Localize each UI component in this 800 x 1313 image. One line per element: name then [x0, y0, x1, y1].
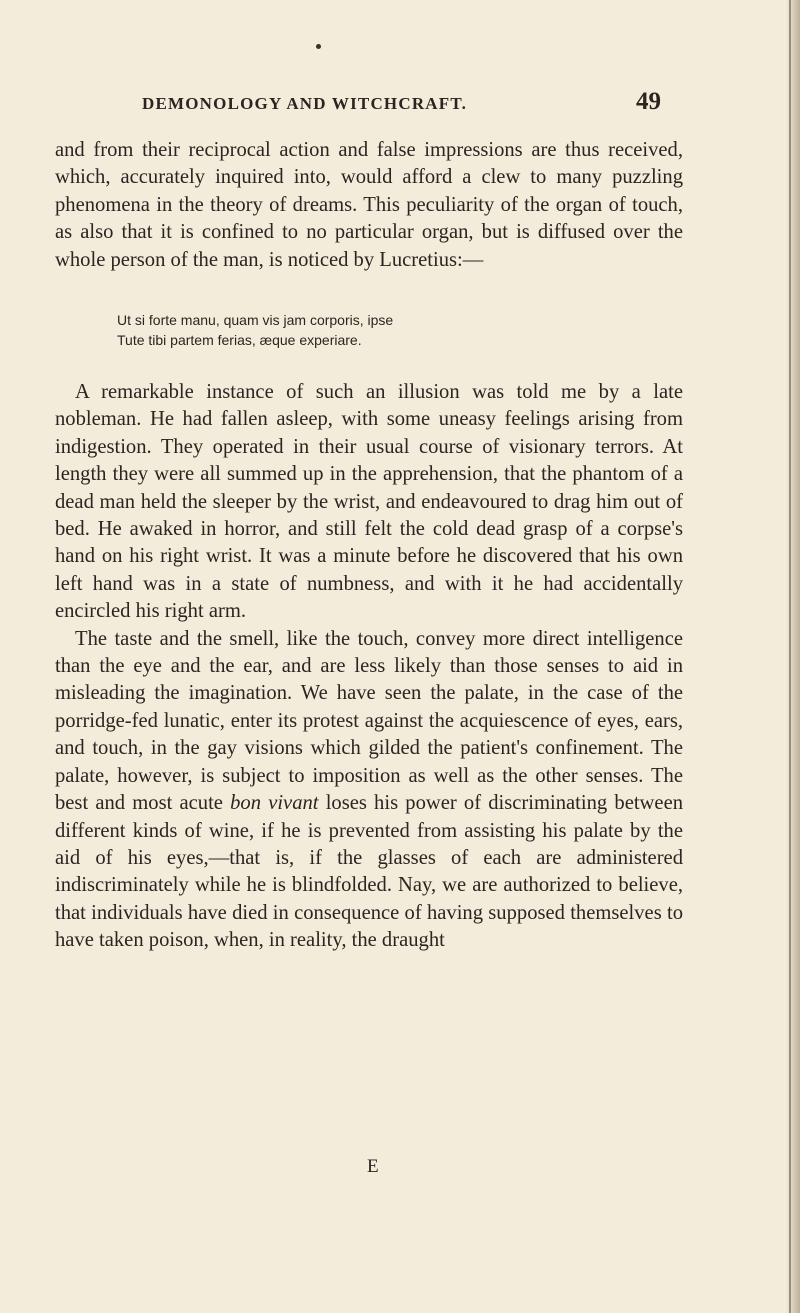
paragraph-3-text — [55, 626, 683, 955]
paragraph-1-text: and from their reciprocal action and false impressions are thus received, which, accurately inquired into, would afford a clew to many puzzling phenomena in the theory of dreams. This peculiarity of the organ of touch, as also that it is confined to no particular organ, but is diffused over the whole person of the man, is noticed by Lucretius:— — [55, 139, 683, 271]
paragraph-3-italic: bon vivant — [230, 792, 319, 815]
paragraph-3-start: The taste and the smell, like the touch, convey more direct intelligence than the eye and the ear, and are less likely than those senses to aid in misleading the imagination. We have seen the palate, in the case of the porridge-fed lunatic, enter its protest against the acquiescence of eyes, ears, and touch, in the gay visions which gilded the patient's confinement. The palate, however, is subject to imposition as well as the other senses. The best and most acute — [55, 627, 683, 815]
paragraph-2-text: A remarkable instance of such an illusion was told me by a late nobleman. He had fallen asleep, with some uneasy feelings arising from indigestion. They operated in their usual course of visionary terrors. At length they were all summed up in the apprehension, that the phantom of a dead man held the sleeper by the wrist, and endeavoured to drag him out of bed. He awaked in horror, and still felt the cold dead grasp of a corpse's hand on his right wrist. It was a minute before he discovered that his own left hand was in a state of numbness, and with it he had accidentally encircled his right arm. — [55, 381, 683, 623]
quote-line-2: Tute tibi partem ferias, æque experiare. — [117, 332, 362, 348]
latin-quotation — [117, 310, 637, 350]
running-title: DEMONOLOGY AND WITCHCRAFT. — [142, 94, 468, 113]
paragraph-3-end: loses his power of discriminating between different kinds of wine, if he is prevented from assisting his palate by the aid of his eyes,—that is, if the glasses of each are administered indiscriminately while he is blindfolded. Nay, we are authorized to believe, that individuals have died in consequence of having supposed themselves to have taken poison, when, in reality, the draught — [55, 792, 684, 952]
page-edge-line — [789, 0, 791, 1313]
paragraph-1 — [55, 137, 683, 274]
signature-mark: E — [367, 1156, 379, 1177]
quote-line-1: Ut si forte manu, quam vis jam corporis, ipse — [117, 312, 394, 328]
running-header — [142, 94, 672, 114]
ink-speck — [316, 44, 321, 49]
main-text — [55, 379, 683, 955]
page-number: 49 — [636, 88, 661, 115]
